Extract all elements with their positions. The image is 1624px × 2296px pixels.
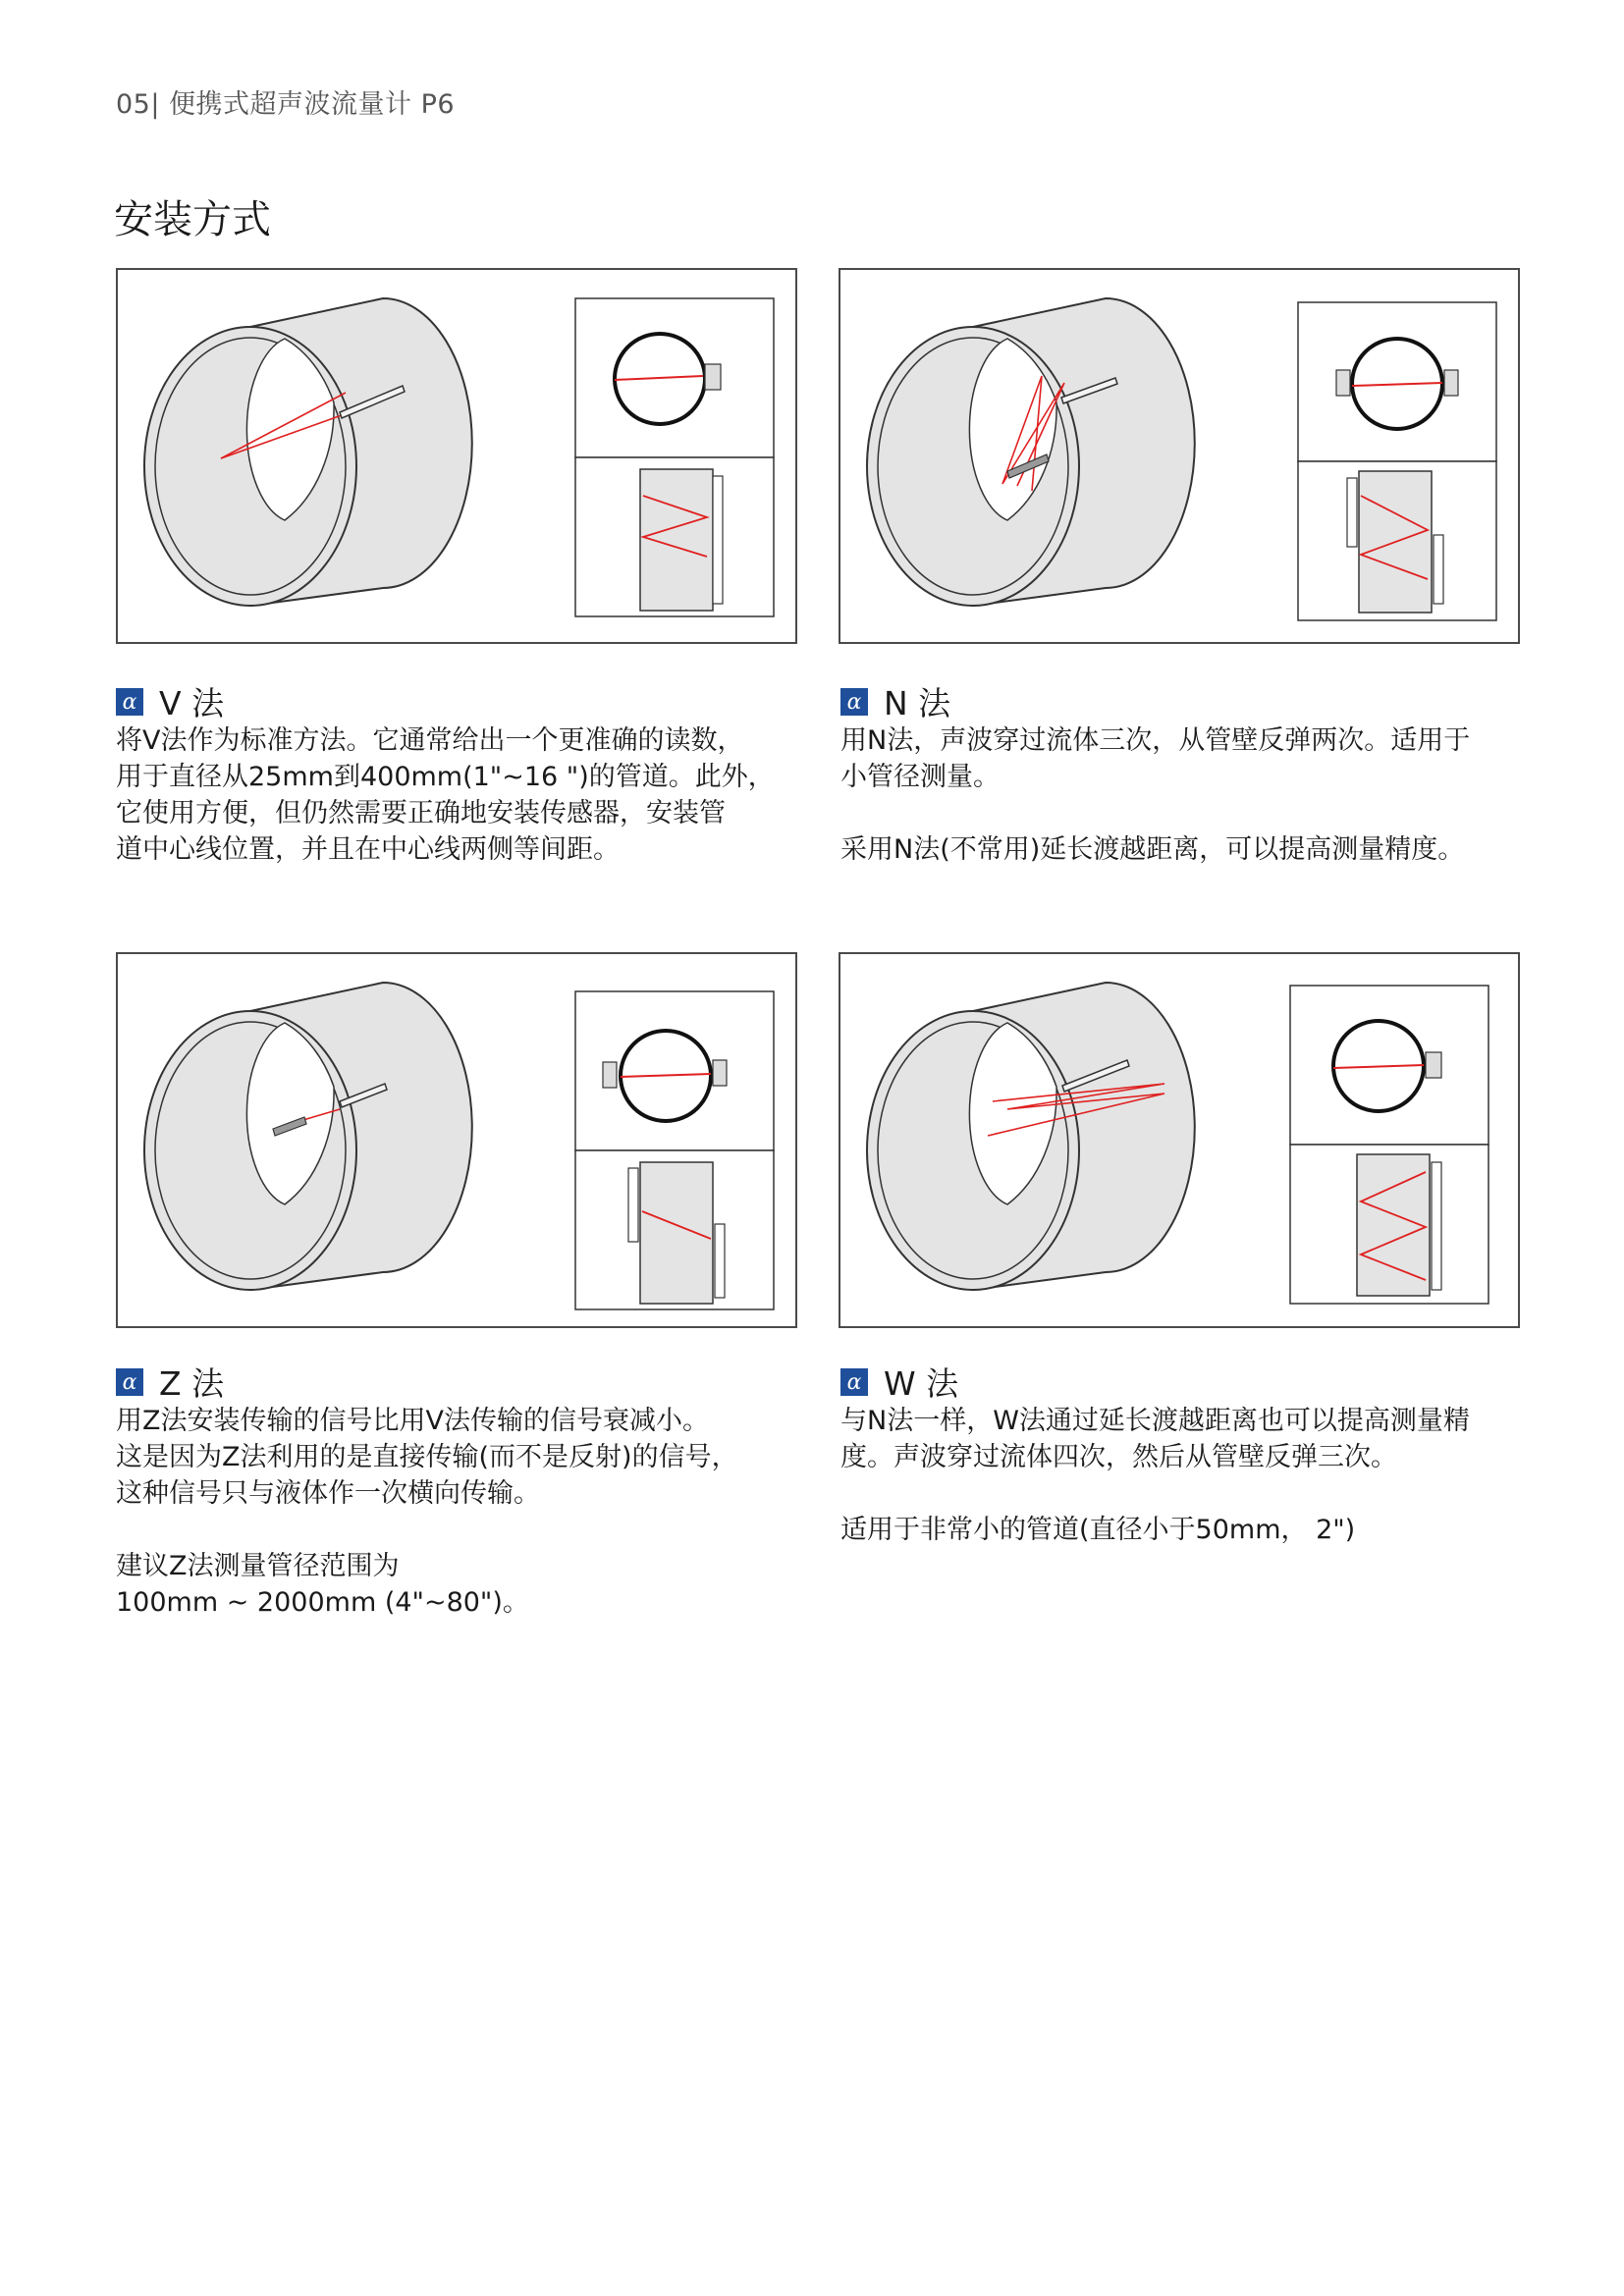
v-method-diagram bbox=[118, 270, 795, 642]
v-method-line-1: 将V法作为标准方法。它通常给出一个更准确的读数， bbox=[116, 725, 744, 756]
v-method-section bbox=[116, 679, 803, 868]
section-title: 安装方式 bbox=[114, 197, 271, 242]
w-method-section bbox=[840, 1360, 1528, 1548]
z-method-line-2: 这是因为Z法利用的是直接传输(而不是反射)的信号， bbox=[116, 1442, 738, 1472]
n-method-line-3: 采用N法(不常用)延长渡越距离，可以提高测量精度。 bbox=[840, 834, 1465, 865]
z-method-line-1: 用Z法安装传输的信号比用V法传输的信号衰减小。 bbox=[116, 1406, 709, 1436]
z-method-line-5: 100mm ~ 2000mm (4"~80")。 bbox=[116, 1587, 529, 1618]
z-method-line-3: 这种信号只与液体作一次横向传输。 bbox=[116, 1478, 540, 1509]
z-method-title: Z 法 bbox=[159, 1363, 225, 1403]
z-method-line-4: 建议Z法测量管径范围为 bbox=[116, 1551, 400, 1581]
n-method-line-1: 用N法，声波穿过流体三次，从管壁反弹两次。适用于 bbox=[840, 725, 1471, 756]
alpha-icon: α bbox=[840, 1368, 868, 1396]
z-method-diagram bbox=[118, 954, 795, 1326]
n-method-diagram bbox=[840, 270, 1518, 642]
alpha-icon: α bbox=[840, 688, 868, 716]
w-method-line-2: 度。声波穿过流体四次，然后从管壁反弹三次。 bbox=[840, 1442, 1397, 1472]
w-method-line-1: 与N法一样，W法通过延长渡越距离也可以提高测量精 bbox=[840, 1406, 1470, 1436]
w-method-line-3: 适用于非常小的管道(直径小于50mm， 2") bbox=[840, 1515, 1356, 1545]
page-header: 05| 便携式超声波流量计 P6 bbox=[116, 89, 456, 120]
n-method-section bbox=[840, 679, 1528, 868]
z-method-figure bbox=[116, 952, 797, 1328]
v-method-figure bbox=[116, 268, 797, 644]
v-method-line-2: 用于直径从25mm到400mm(1"~16 ")的管道。此外， bbox=[116, 762, 775, 792]
n-method-figure bbox=[839, 268, 1520, 644]
w-method-figure bbox=[839, 952, 1520, 1328]
alpha-icon: α bbox=[116, 1368, 143, 1396]
v-method-title: V 法 bbox=[159, 683, 225, 722]
w-method-diagram bbox=[840, 954, 1518, 1326]
v-method-line-3: 它使用方便，但仍然需要正确地安装传感器，安装管 bbox=[116, 798, 726, 828]
n-method-title: N 法 bbox=[884, 683, 951, 722]
n-method-line-2: 小管径测量。 bbox=[840, 762, 1000, 792]
z-method-section bbox=[116, 1360, 803, 1621]
w-method-title: W 法 bbox=[884, 1363, 959, 1403]
alpha-icon: α bbox=[116, 688, 143, 716]
v-method-line-4: 道中心线位置，并且在中心线两侧等间距。 bbox=[116, 834, 620, 865]
